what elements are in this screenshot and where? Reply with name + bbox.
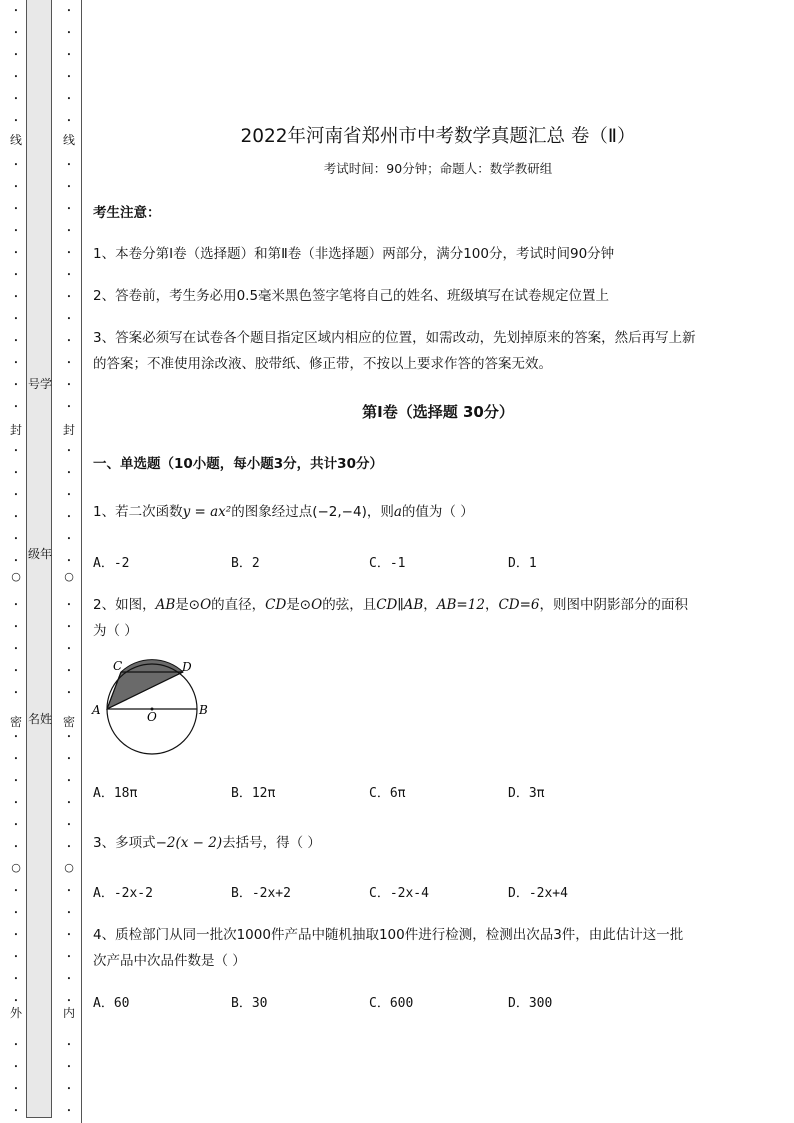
- binding-dot: •: [66, 755, 72, 763]
- binding-dot: •: [13, 205, 19, 213]
- label-B: B: [199, 703, 208, 717]
- question-3-stem: 3、多项式−2(x − 2)去括号，得（ ）: [93, 835, 321, 851]
- q4-option-a: A．60: [93, 996, 130, 1011]
- binding-dot: •: [13, 843, 19, 851]
- binding-dot: •: [13, 51, 19, 59]
- binding-label: 线: [9, 133, 22, 147]
- binding-dot: •: [13, 623, 19, 631]
- binding-dot: •: [13, 645, 19, 653]
- binding-dot: •: [66, 645, 72, 653]
- binding-dot: •: [13, 1107, 19, 1115]
- label-student-number: 号学: [27, 377, 52, 391]
- q3-option-a: A．-2x-2: [93, 886, 153, 901]
- binding-dot: •: [66, 315, 72, 323]
- binding-dot: •: [66, 293, 72, 301]
- q2-option-c: C．6π: [369, 786, 406, 801]
- label-A: A: [92, 703, 101, 717]
- binding-dot: •: [66, 601, 72, 609]
- note-item-3-cont: 的答案；不准使用涂改液、胶带纸、修正带，不按以上要求作答的答案无效。: [93, 356, 552, 372]
- binding-dot: •: [13, 799, 19, 807]
- point: (−2,−4): [312, 504, 367, 520]
- binding-dot: •: [13, 117, 19, 125]
- binding-dot: •: [66, 491, 72, 499]
- question-1-stem: 1、若二次函数y = ax²的图象经过点(−2,−4)，则a的值为（ ）: [93, 504, 474, 520]
- notes-heading: 考生注意：: [93, 205, 161, 221]
- binding-dot: •: [13, 997, 19, 1005]
- binding-dot: •: [66, 205, 72, 213]
- binding-dot: •: [13, 469, 19, 477]
- binding-dot: •: [13, 953, 19, 961]
- binding-dot: •: [66, 51, 72, 59]
- binding-label: 封: [9, 423, 22, 437]
- q1-option-a: A．-2: [93, 556, 130, 571]
- exam-title: 2022年河南省郑州市中考数学真题汇总 卷（Ⅱ）: [240, 126, 636, 147]
- binding-dot: •: [66, 73, 72, 81]
- binding-dot: •: [66, 733, 72, 741]
- binding-dot: •: [66, 227, 72, 235]
- binding-circle-icon: ○: [64, 861, 74, 874]
- label-name: 名姓: [27, 712, 52, 726]
- note-item-1: 1、本卷分第I卷（选择题）和第Ⅱ卷（非选择题）两部分，满分100分，考试时间90分钟: [93, 246, 615, 262]
- binding-dot: •: [66, 997, 72, 1005]
- binding-dot: •: [66, 95, 72, 103]
- binding-dot: •: [66, 535, 72, 543]
- binding-dot: •: [13, 777, 19, 785]
- q4-option-b: B．30: [231, 996, 268, 1011]
- binding-dot: •: [66, 249, 72, 257]
- question-2-stem: 2、如图，AB是⊙O的直径，CD是⊙O的弦，且CD∥AB，AB=12，CD=6，则图中阴影部分的面积: [93, 597, 688, 613]
- q1-option-d: D．1: [508, 556, 537, 571]
- q3-option-b: B．-2x+2: [231, 886, 291, 901]
- binding-dot: •: [13, 249, 19, 257]
- binding-dot: •: [66, 381, 72, 389]
- binding-dot: •: [66, 909, 72, 917]
- q1-option-c: C．-1: [369, 556, 406, 571]
- question-4-stem: 4、质检部门从同一批次1000件产品中随机抽取100件进行检测，检测出次品3件，由此估计这一批: [93, 927, 684, 943]
- binding-dot: •: [13, 689, 19, 697]
- binding-dot: •: [13, 1063, 19, 1071]
- label-D: D: [182, 660, 192, 674]
- binding-dot: •: [13, 359, 19, 367]
- label-C: C: [113, 659, 123, 673]
- binding-dot: •: [13, 73, 19, 81]
- q2-option-b: B．12π: [231, 786, 276, 801]
- binding-dot: •: [66, 557, 72, 565]
- binding-dot: •: [66, 117, 72, 125]
- binding-dot: •: [13, 227, 19, 235]
- exam-subtitle: 考试时间：90分钟；命题人：数学教研组: [323, 161, 553, 176]
- binding-dot: •: [13, 381, 19, 389]
- binding-dot: •: [66, 689, 72, 697]
- binding-dot: •: [13, 931, 19, 939]
- expression: −2(x − 2): [155, 835, 223, 851]
- binding-dot: •: [13, 271, 19, 279]
- q3-option-c: C．-2x-4: [369, 886, 429, 901]
- formula: y = ax²: [182, 504, 232, 520]
- binding-dot: •: [66, 1041, 72, 1049]
- binding-dot: •: [13, 1085, 19, 1093]
- section-heading: 一、单选题（10小题，每小题3分，共计30分）: [93, 456, 383, 472]
- q1-option-b: B．2: [231, 556, 260, 571]
- note-item-3: 3、答案必须写在试卷各个题目指定区域内相应的位置，如需改动，先划掉原来的答案，然后再写上新: [93, 330, 696, 346]
- binding-circle-icon: ○: [11, 570, 21, 583]
- binding-dot: •: [13, 403, 19, 411]
- binding-dot: •: [66, 799, 72, 807]
- q2-option-a: A．18π: [93, 786, 138, 801]
- binding-dot: •: [66, 667, 72, 675]
- binding-dot: •: [66, 183, 72, 191]
- binding-dot: •: [66, 469, 72, 477]
- binding-dot: •: [66, 975, 72, 983]
- binding-dot: •: [13, 755, 19, 763]
- binding-label: 封: [62, 423, 75, 437]
- binding-dot: •: [66, 403, 72, 411]
- q4-option-c: C．600: [369, 996, 414, 1011]
- binding-dot: •: [66, 1107, 72, 1115]
- binding-dot: •: [66, 1063, 72, 1071]
- part-title: 第I卷（选择题 30分）: [362, 403, 514, 421]
- binding-dot: •: [66, 271, 72, 279]
- binding-dot: •: [13, 183, 19, 191]
- binding-dot: •: [66, 29, 72, 37]
- binding-dot: •: [13, 161, 19, 169]
- outer-dotted-binding-line: [5, 0, 27, 1123]
- binding-dot: •: [13, 1041, 19, 1049]
- binding-dot: •: [66, 513, 72, 521]
- binding-dot: •: [66, 777, 72, 785]
- binding-label: 线: [62, 133, 75, 147]
- binding-dot: •: [66, 337, 72, 345]
- binding-dot: •: [13, 7, 19, 15]
- binding-dot: •: [13, 733, 19, 741]
- q2-option-d: D．3π: [508, 786, 545, 801]
- binding-dot: •: [13, 667, 19, 675]
- binding-dot: •: [13, 337, 19, 345]
- binding-dot: •: [66, 953, 72, 961]
- question-4-stem-cont: 次产品中次品件数是（ ）: [93, 953, 246, 969]
- binding-dot: •: [13, 293, 19, 301]
- binding-dot: •: [66, 447, 72, 455]
- binding-dot: •: [66, 7, 72, 15]
- binding-dot: •: [13, 975, 19, 983]
- circle-figure: [90, 655, 215, 765]
- binding-dot: •: [66, 821, 72, 829]
- binding-dot: •: [13, 513, 19, 521]
- binding-circle-icon: ○: [64, 570, 74, 583]
- binding-dot: •: [66, 359, 72, 367]
- binding-dot: •: [66, 1085, 72, 1093]
- q3-option-d: D．-2x+4: [508, 886, 568, 901]
- q4-option-d: D．300: [508, 996, 553, 1011]
- binding-dot: •: [13, 315, 19, 323]
- binding-dot: •: [13, 95, 19, 103]
- binding-dot: •: [66, 843, 72, 851]
- label-grade: 级年: [27, 547, 52, 561]
- binding-dot: •: [13, 447, 19, 455]
- label-O: O: [147, 710, 157, 724]
- binding-dot: •: [13, 557, 19, 565]
- binding-dot: •: [13, 821, 19, 829]
- binding-dot: •: [13, 29, 19, 37]
- binding-dot: •: [13, 491, 19, 499]
- binding-dot: •: [13, 887, 19, 895]
- binding-dot: •: [66, 887, 72, 895]
- binding-label: 密: [62, 715, 75, 729]
- binding-dot: •: [66, 161, 72, 169]
- binding-dot: •: [66, 931, 72, 939]
- binding-label: 外: [9, 1006, 22, 1020]
- binding-dot: •: [66, 623, 72, 631]
- binding-dot: •: [13, 601, 19, 609]
- binding-dot: •: [13, 535, 19, 543]
- question-2-stem-cont: 为（ ）: [93, 623, 138, 639]
- binding-label: 内: [62, 1006, 75, 1020]
- inner-dotted-binding-line: [58, 0, 80, 1123]
- binding-label: 密: [9, 715, 22, 729]
- binding-dot: •: [13, 909, 19, 917]
- note-item-2: 2、答卷前，考生务必用0.5毫米黑色签字笔将自己的姓名、班级填写在试卷规定位置上: [93, 288, 610, 304]
- binding-circle-icon: ○: [11, 861, 21, 874]
- student-info-strip: [26, 0, 52, 1118]
